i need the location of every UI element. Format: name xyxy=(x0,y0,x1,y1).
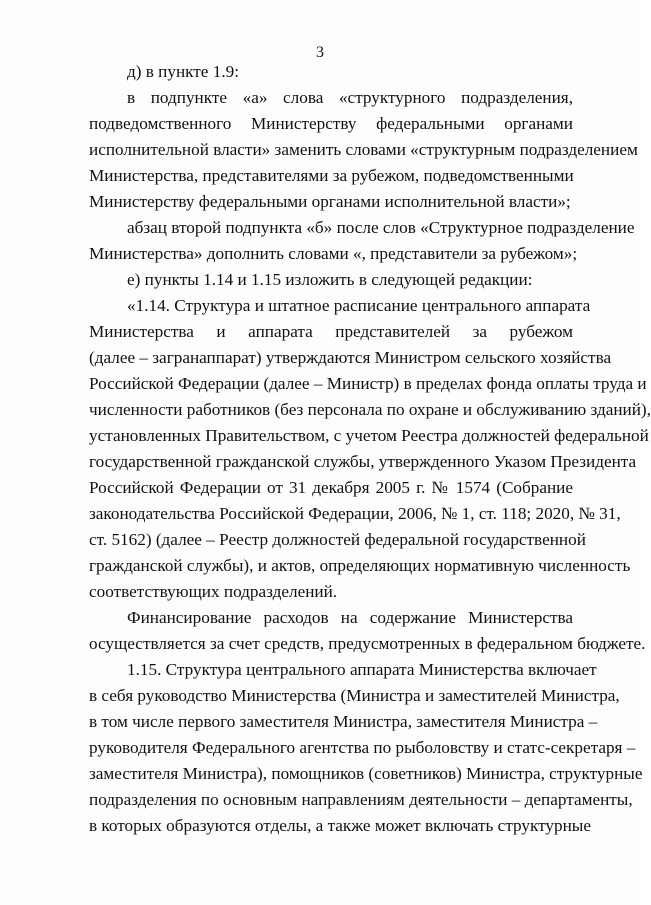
text-line: «1.14. Структура и штатное расписание центрального аппарата xyxy=(127,296,591,315)
text-line: численности работников (без персонала по охране и обслуживанию зданий), xyxy=(89,400,651,419)
text-line: 1.15. Структура центрального аппарата Министерства включает xyxy=(127,660,597,679)
text-line: Российской Федерации (далее – Министр) в пределах фонда оплаты труда и xyxy=(89,374,647,393)
text-line: в которых образуются отделы, а также может включать структурные xyxy=(89,816,591,835)
text-line: абзац второй подпункта «б» после слов «Структурное подразделение xyxy=(127,218,635,237)
text-line: Министерства и аппарата представителей за рубежом xyxy=(89,322,573,341)
text-line: подведомственного Министерству федеральными органами xyxy=(89,114,573,133)
page-number: 3 xyxy=(316,44,324,61)
text-line: е) пункты 1.14 и 1.15 изложить в следующей редакции: xyxy=(127,270,533,289)
text-line: д) в пункте 1.9: xyxy=(127,62,239,81)
text-line: ст. 5162) (далее – Реестр должностей федеральной государственной xyxy=(89,530,586,549)
text-line: Министерства» дополнить словами «, представители за рубежом»; xyxy=(89,244,578,263)
text-line: Российской Федерации от 31 декабря 2005 г. № 1574 (Собрание xyxy=(89,478,573,497)
text-line: в том числе первого заместителя Министра, заместителя Министра – xyxy=(89,712,598,731)
text-line: подразделения по основным направлениям деятельности – департаменты, xyxy=(89,790,633,809)
text-line: соответствующих подразделений. xyxy=(89,582,338,601)
text-line: Министерства, представителями за рубежом, подведомственными xyxy=(89,166,574,185)
text-line: гражданской службы), и актов, определяющих нормативную численность xyxy=(89,556,631,575)
text-line: (далее – загранаппарат) утверждаются Министром сельского хозяйства xyxy=(89,348,612,367)
text-line: установленных Правительством, с учетом Реестра должностей федеральной xyxy=(89,426,649,445)
text-line: Финансирование расходов на содержание Министерства xyxy=(127,608,573,627)
text-line: в подпункте «а» слова «структурного подразделения, xyxy=(127,88,573,107)
text-line: государственной гражданской службы, утвержденного Указом Президента xyxy=(89,452,637,471)
text-line: заместителя Министра), помощников (советников) Министра, структурные xyxy=(89,764,643,783)
text-line: в себя руководство Министерства (Министра и заместителей Министра, xyxy=(89,686,620,705)
text-line: Министерству федеральными органами исполнительной власти»; xyxy=(89,192,571,211)
text-line: руководителя Федерального агентства по рыболовству и статс-секретаря – xyxy=(89,738,636,757)
text-line: законодательства Российской Федерации, 2006, № 1, ст. 118; 2020, № 31, xyxy=(89,504,621,523)
text-line: исполнительной власти» заменить словами «структурным подразделением xyxy=(89,140,638,159)
text-line: осуществляется за счет средств, предусмотренных в федеральном бюджете. xyxy=(89,634,646,653)
